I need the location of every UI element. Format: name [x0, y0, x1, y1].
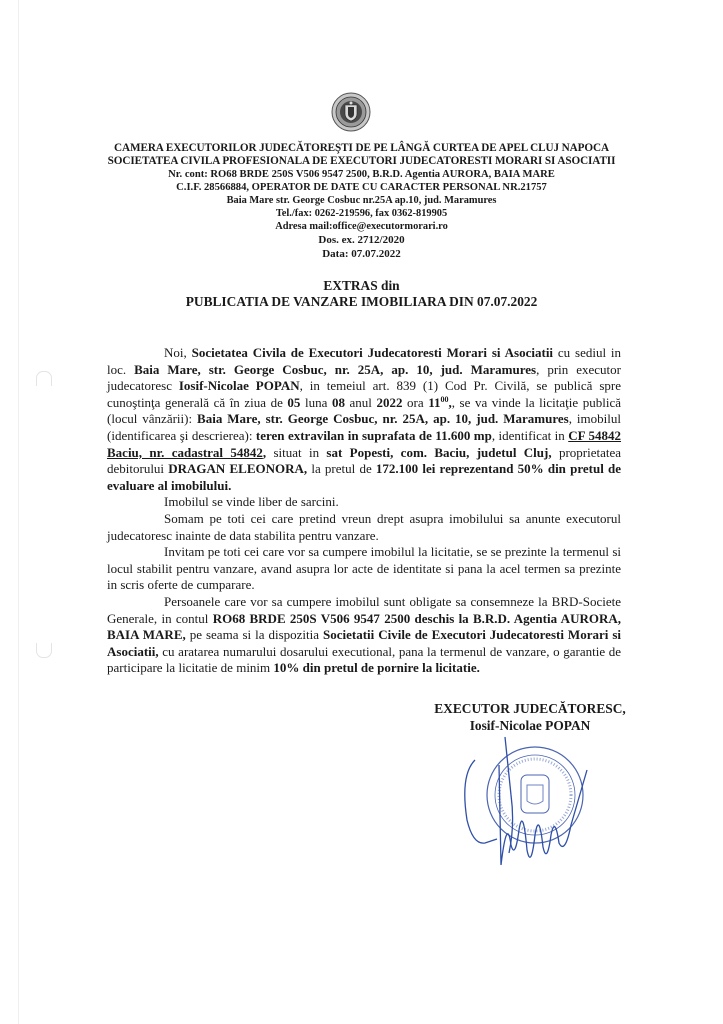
price-bold: 172.100 lei reprezentand 50% din pretul de evaluare al imobilului.: [107, 461, 622, 493]
text: cu aratarea numarului dosarului executional, pana la termenul de vanzare, o garantie de participare la licitatie de minim: [107, 643, 621, 676]
company-name-bold: Societatea Civila de Executori Judecatoresti Morari si Asociatii: [191, 345, 554, 360]
court-executors-emblem-icon: [331, 92, 371, 132]
text: luna: [300, 394, 332, 410]
sale-month: 08: [331, 394, 345, 410]
sale-year: 2022: [376, 394, 403, 410]
text: , prin executor judecatoresc: [107, 361, 621, 394]
text: proprietatea debitorului: [107, 444, 622, 477]
punch-hole-mark: [36, 643, 52, 658]
cadastral-reference: CF 54842 Baciu, nr. cadastral 54842: [107, 427, 622, 460]
paragraph-sale-details: Noi, Societatea Civila de Executori Judecatoresti Morari si Asociatii cu sediul in loc. Baia Mare, str. George Cosbuc, nr. 25A, ap. 10, jud. Maramures, prin executor judecatoresc Iosif-Nicolae POPAN, in temeiul art. 839 (1) Cod Pr. Civilă, se publică spre cunoştinţa generală că în ziua de 05 luna 08 anul 2022 ora $11^{00}$,, se va vinde la licitaţie publică (locul vânzării): Baia Mare, str. George Cosbuc, nr. 25A, ap. 10, jud. Maramures, imobilul (identificarea şi descrierea): teren extravilan in suprafata de 11.600 mp, identificat in CF 54842 Baciu, nr. cadastral 54842, situat in sat Popesti, com. Baciu, judetul Cluj, proprietatea debitorului DRAGAN ELEONORA, la pretul de 172.100 lei reprezentand 50% din pretul de evaluare al imobilului.: [107, 345, 622, 493]
text: situat in: [266, 444, 327, 460]
bank-account-bold: RO68 BRDE 250S V506 9547 2500 deschis la B.R.D. Agentia AURORA, BAIA MARE,: [107, 610, 621, 643]
paragraph-invitation: Invitam pe toti cei care vor sa cumpere imobilul la licitatie, se se prezinte la termenul si locul stabilit pentru vanzare, avand asupra lor acte de identitate si pana la acel termen sa prezinte in scris oferte de cumparare.: [107, 544, 621, 593]
sale-minute: 00: [440, 394, 449, 404]
fiscal-code: C.I.F. 28566884, OPERATOR DE DATE CU CARACTER PERSONAL NR.21757: [176, 182, 547, 193]
sale-hour: 11: [428, 394, 441, 410]
text: anul: [344, 394, 377, 410]
letterhead: [90, 142, 633, 261]
paragraph-free-of-charges: Imobilul se vinde liber de sarcini.: [164, 494, 339, 510]
address: Baia Mare str. George Cosbuc nr.25A ap.10, jud. Maramures: [226, 195, 497, 206]
signatory-name: Iosif-Nicolae POPAN: [469, 718, 591, 733]
email: Adresa mail:office@executormorari.ro: [275, 221, 448, 232]
company-name-bold: Societatii Civile de Executori Judecatoresti Morari si Asociatii,: [107, 627, 621, 659]
text: , identificat in: [491, 427, 569, 443]
file-number: Dos. ex. 2712/2020: [318, 234, 405, 246]
text: la pretul de: [307, 461, 376, 477]
signatory-title: EXECUTOR JUDECĂTORESC,: [434, 701, 626, 716]
title-line-2: PUBLICATIA DE VANZARE IMOBILIARA DIN 07.07.2022: [185, 294, 538, 309]
sale-day: 05: [287, 394, 301, 410]
property-description-bold: teren extravilan in suprafata de 11.600 mp: [255, 427, 492, 443]
property-location-bold: sat Popesti, com. Baciu, judetul Cluj,: [326, 444, 552, 460]
paragraph-summons: Somam pe toti cei care pretind vreun drept asupra imobilului sa anunte executorul judecatoresc inainte de data stabilita pentru vanzare.: [107, 510, 621, 543]
bank-account: Nr. cont: RO68 BRDE 250S V506 9547 2500, B.R.D. Agentia AURORA, BAIA MARE: [168, 169, 555, 180]
guarantee-percent-bold: 10% din pretul de pornire la licitatie.: [273, 660, 480, 676]
text: , in temeiul art. 839 (1) Cod Pr. Civilă, se publică spre cunoştinţa generală că în ziua de: [107, 378, 621, 410]
text: ora: [402, 394, 429, 410]
text: , se va vinde la licitaţie publică (locul vânzării):: [107, 394, 621, 427]
sale-location-bold: Baia Mare, str. George Cosbuc, nr. 25A, ap. 10, jud. Maramures: [197, 411, 569, 427]
text: pe seama si la dispozitia: [185, 627, 323, 643]
document-title: [90, 278, 633, 310]
text: Persoanele care vor sa cumpere imobilul sunt obligate sa consemneze la BRD-Societe Generale, in contul: [107, 593, 621, 626]
text: ,: [262, 444, 267, 460]
chamber-name: CAMERA EXECUTORILOR JUDECĂTOREŞTI DE PE LÂNGĂ CURTEA DE APEL CLUJ NAPOCA: [114, 142, 609, 154]
office-address-bold: Baia Mare, str. George Cosbuc, nr. 25A, ap. 10, jud. Maramures: [134, 361, 537, 377]
paragraph-guarantee: [107, 594, 621, 677]
official-round-stamp-icon: [455, 735, 595, 875]
phone-fax: Tel./fax: 0262-219596, fax 0362-819905: [275, 208, 448, 219]
document-date: Data: 07.07.2022: [322, 248, 401, 260]
text: Noi,: [164, 345, 192, 360]
executor-name-bold: Iosif-Nicolae POPAN: [178, 378, 300, 394]
title-line-1: EXTRAS din: [323, 278, 400, 293]
signature-block: [410, 700, 650, 734]
punch-hole-mark: [36, 371, 52, 386]
company-name: SOCIETATEA CIVILA PROFESIONALA DE EXECUTORI JUDECATORESTI MORARI SI ASOCIATII: [107, 155, 616, 167]
document-body: [107, 345, 621, 677]
debtor-name-bold: DRAGAN ELEONORA,: [168, 461, 308, 477]
text: cu sediul in loc.: [107, 345, 622, 377]
text: , imobilul (identificarea şi descrierea):: [107, 411, 621, 443]
scan-edge-line: [18, 0, 19, 1024]
